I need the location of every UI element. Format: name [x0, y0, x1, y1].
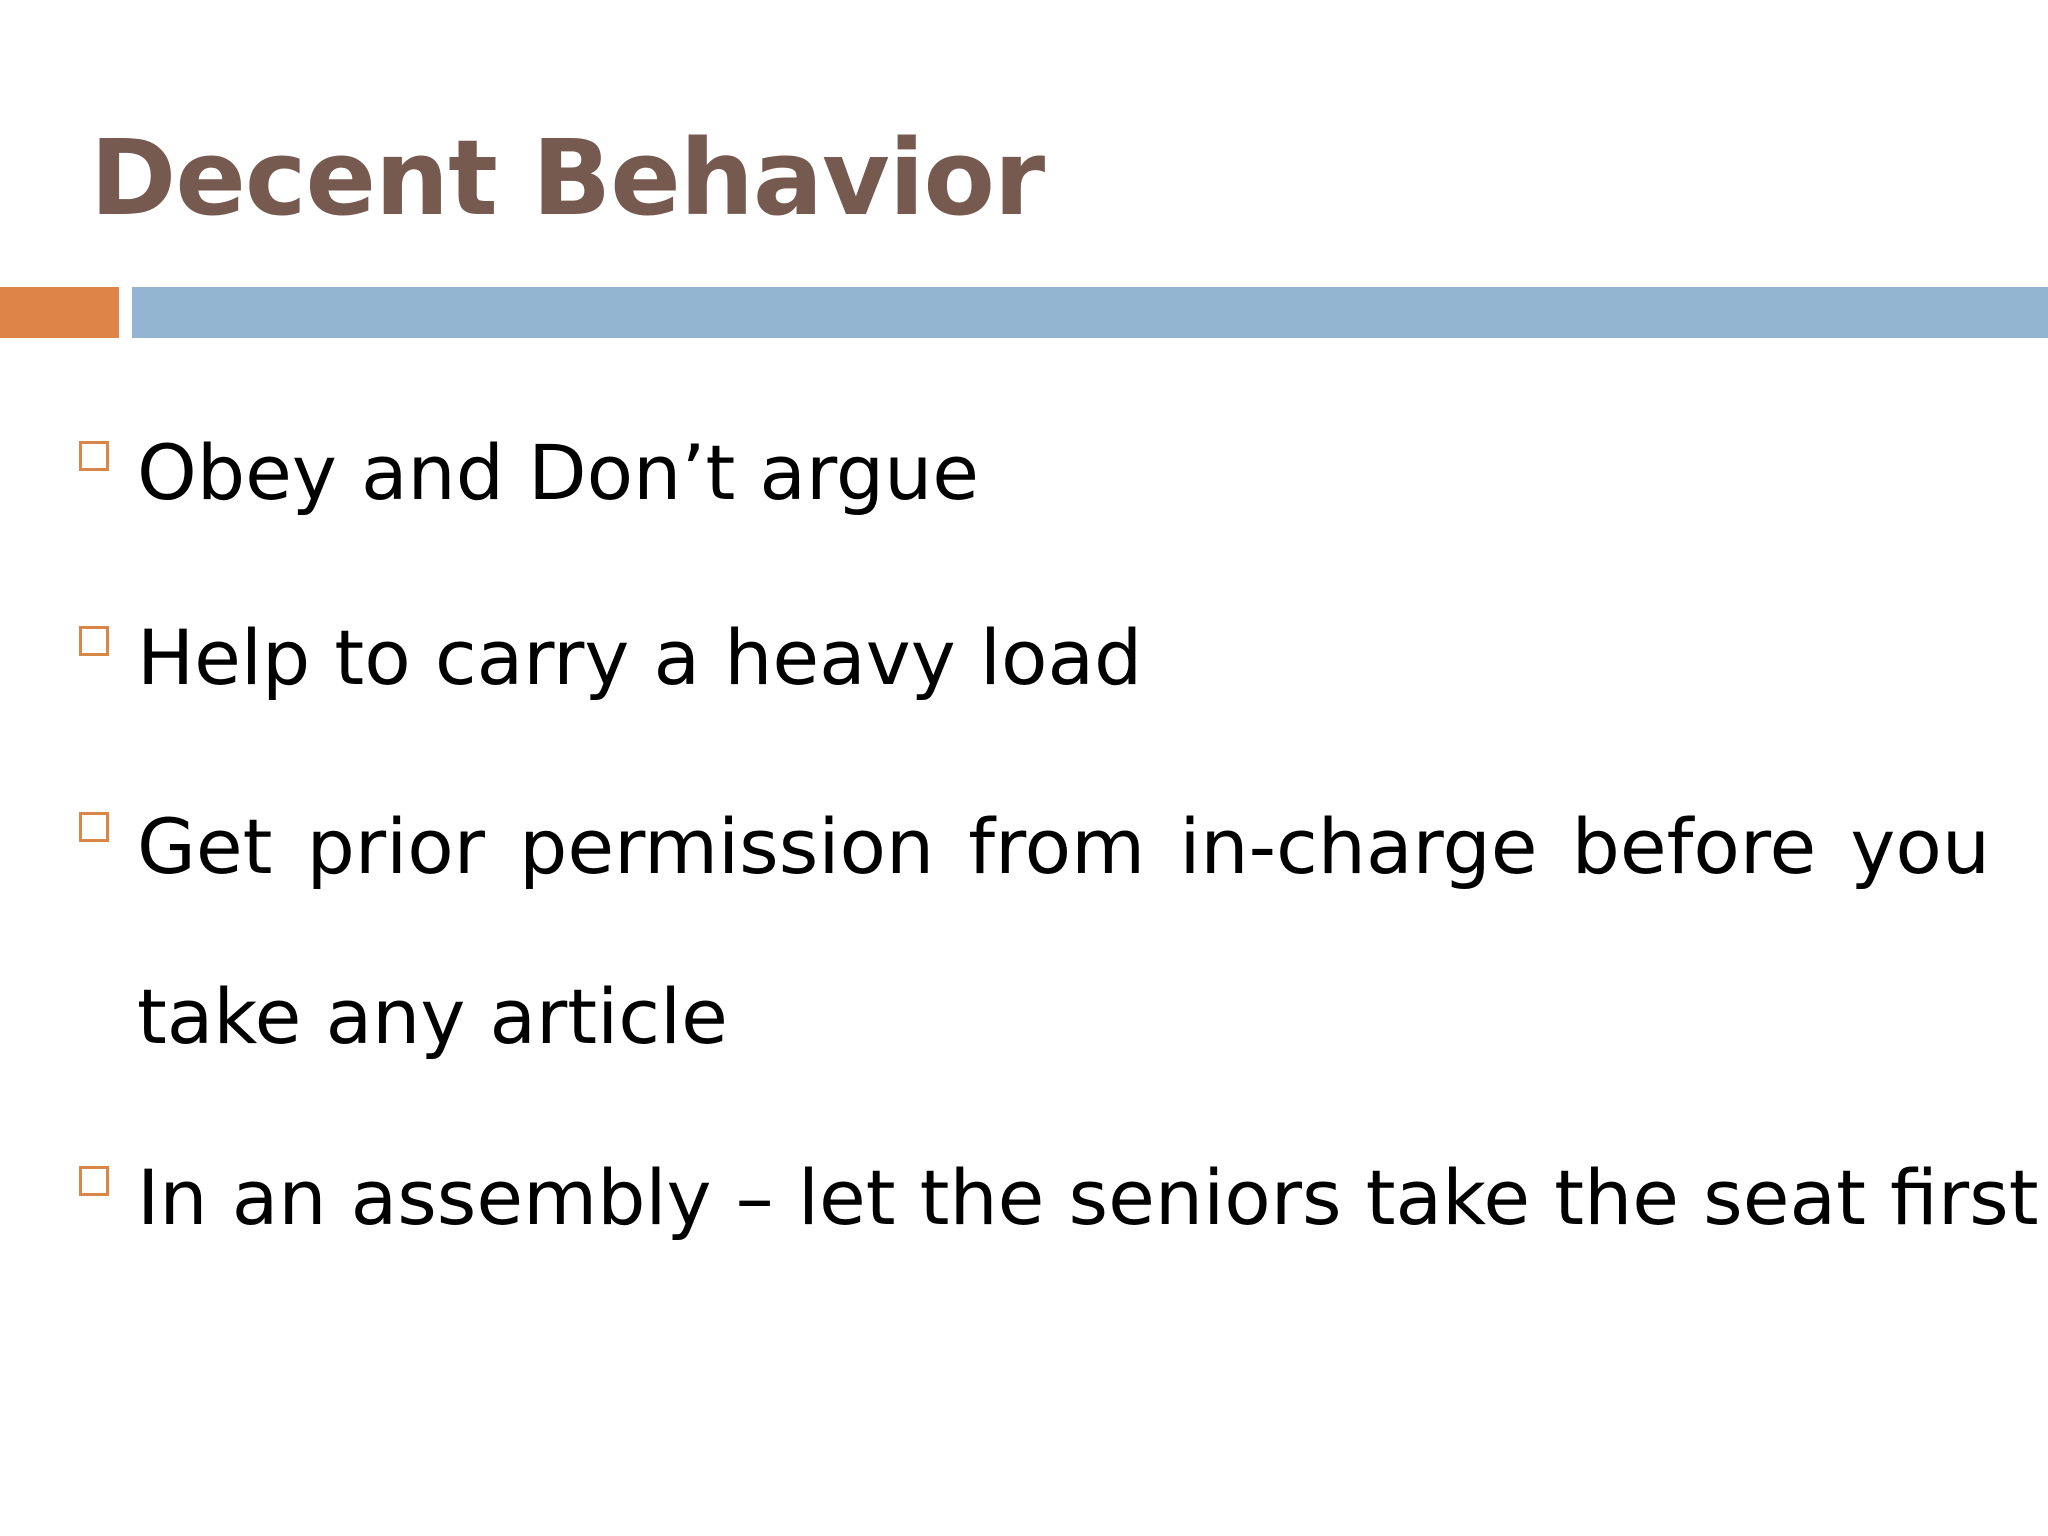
bullet-text: Get prior permission from in-charge before you take any article	[137, 802, 1990, 1061]
slide-title: Decent Behavior	[90, 117, 1045, 239]
hollow-square-icon	[79, 812, 109, 842]
bullet-text: Obey and Don’t argue	[137, 428, 980, 517]
hollow-square-icon	[79, 441, 109, 471]
hollow-square-icon	[79, 1166, 109, 1196]
bullet-text: Help to carry a heavy load	[137, 613, 1143, 702]
hollow-square-icon	[79, 626, 109, 656]
bullet-text: In an assembly – let the seniors take the seat first	[137, 1153, 2039, 1242]
